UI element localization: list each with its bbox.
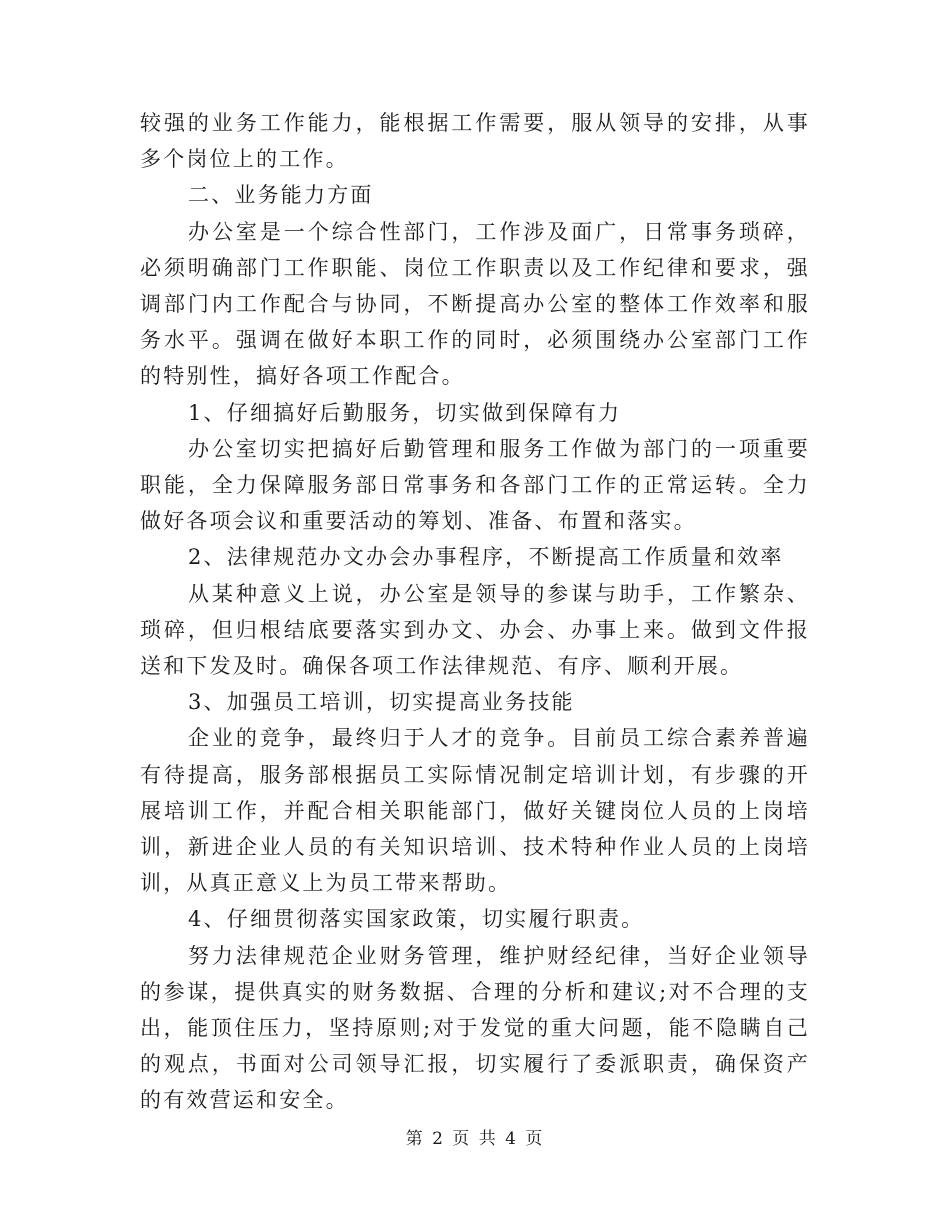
subheading-logistics: 1、仔细搞好后勤服务，切实做到保障有力: [188, 400, 622, 425]
paragraph-policy: 努力法律规范企业财务管理，维护财经纪律，当好企业领导的参谋，提供真实的财务数据、合理的分析和建议;对不合理的支出，能顶住压力，坚持原则;对于发觉的重大问题，能不隐瞒自己的观点，书面对公司领导汇报，切实履行了委派职责，确保资产的有效营运和安全。: [140, 943, 810, 1113]
page-footer: [0, 1124, 950, 1149]
subheading-policy: 4、仔细贯彻落实国家政策，切实履行职责。: [188, 907, 645, 932]
subheading-training: 3、加强员工培训，切实提高业务技能: [188, 690, 575, 715]
paragraph-logistics: 办公室切实把搞好后勤管理和服务工作做为部门的一项重要职能，全力保障服务部日常事务和各部门工作的正常运转。全力做好各项会议和重要活动的筹划、准备、布置和落实。: [140, 436, 810, 534]
paragraph-office-overview: 办公室是一个综合性部门，工作涉及面广，日常事务琐碎，必须明确部门工作职能、岗位工作职责以及工作纪律和要求，强调部门内工作配合与协同，不断提高办公室的整体工作效率和服务水平。强调在做好本职工作的同时，必须围绕办公室部门工作的特别性，搞好各项工作配合。: [140, 219, 810, 389]
subheading-procedures: 2、法律规范办文办会办事程序，不断提高工作质量和效率: [188, 545, 784, 570]
paragraph-procedures: 从某种意义上说，办公室是领导的参谋与助手，工作繁杂、琐碎，但归根结底要落实到办文、办会、办事上来。做到文件报送和下发及时。确保各项工作法律规范、有序、顺利开展。: [140, 581, 810, 679]
paragraph-1: 较强的业务工作能力，能根据工作需要，服从领导的安排，从事多个岗位上的工作。: [140, 111, 810, 172]
paragraph-training: 企业的竞争，最终归于人才的竞争。目前员工综合素养普遍有待提高，服务部根据员工实际情况制定培训计划，有步骤的开展培训工作，并配合相关职能部门，做好关键岗位人员的上岗培训，新进企业人员的有关知识培训、技术特种作业人员的上岗培训，从真正意义上为员工带来帮助。: [140, 726, 810, 896]
document-body: [140, 105, 810, 1119]
page-number-label: 第 2 页 共 4 页: [405, 1129, 545, 1149]
section-heading-business-ability: 二、业务能力方面: [188, 183, 374, 208]
